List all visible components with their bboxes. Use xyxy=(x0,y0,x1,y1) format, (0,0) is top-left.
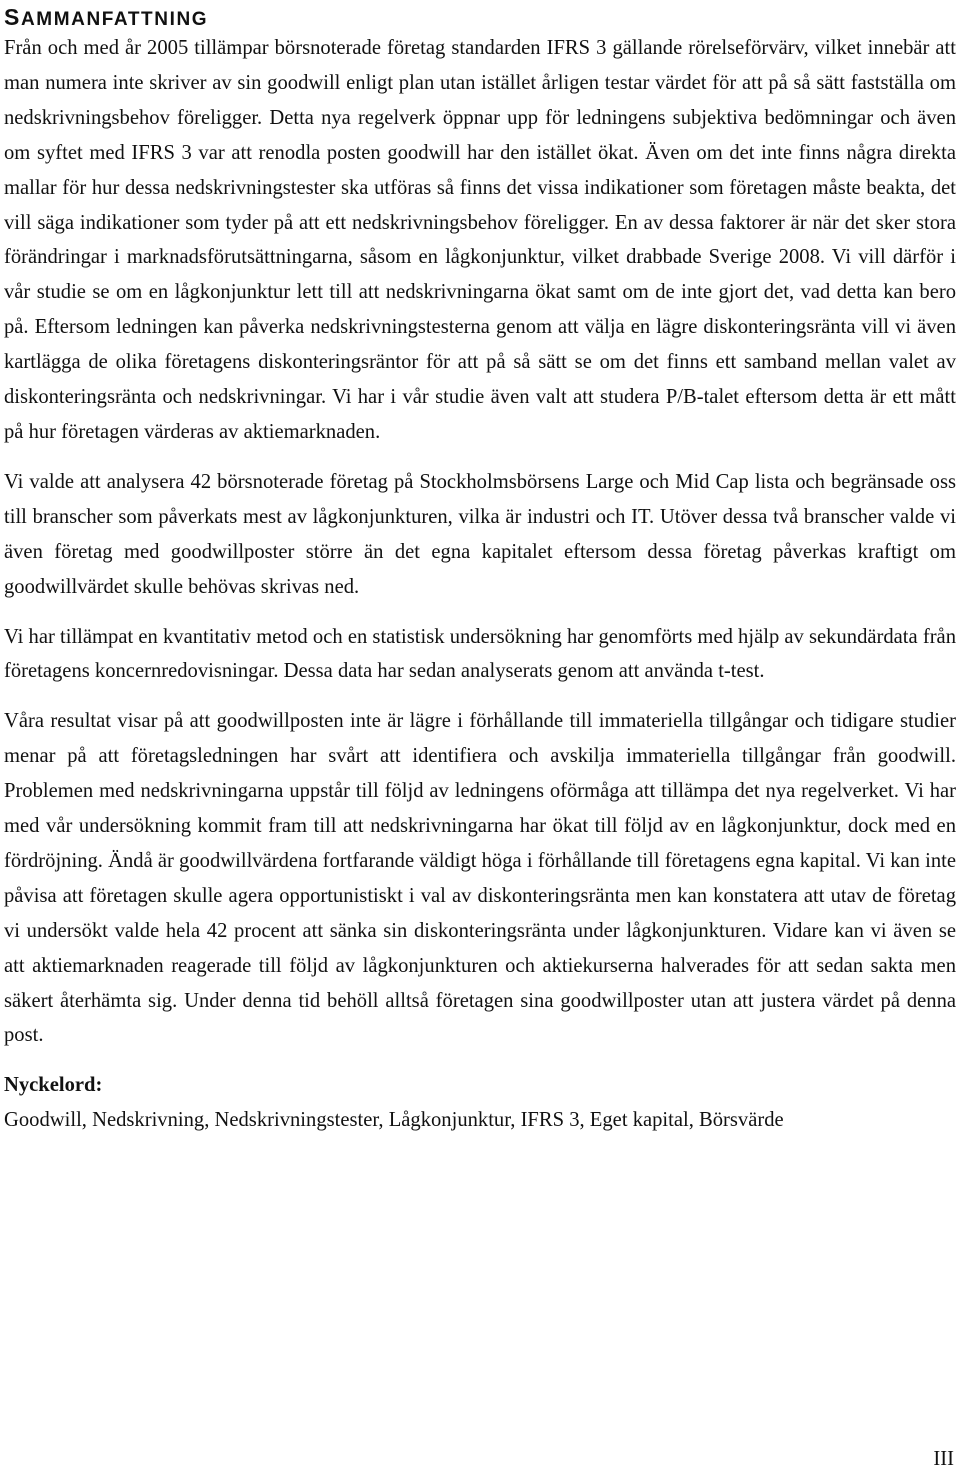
section-heading xyxy=(4,6,956,28)
keywords-list: Goodwill, Nedskrivning, Nedskrivningstester, Lågkonjunktur, IFRS 3, Eget kapital, Börsvärde xyxy=(4,1109,784,1132)
heading-rest: AMMANFATTNING xyxy=(20,9,209,30)
heading-initial: S xyxy=(4,4,21,30)
page-number: III xyxy=(933,1448,954,1470)
summary-paragraph-1: Från och med år 2005 tillämpar börsnoterade företag standarden IFRS 3 gällande rörelseförvärv, vilket innebär att man numera inte skriver av sin goodwill enligt plan utan istället årligen testar värdet för att på så sätt fastställa om nedskrivningsbehov föreligger. Detta nya regelverk öppnar upp för ledningens subjektiva bedömningar och även om syftet med IFRS 3 var att renodla posten goodwill har den istället ökat. Även om det inte finns några direkta mallar för hur dessa nedskrivningstester ska utföras så finns det vissa indikationer som företagen måste beakta, det vill säga indikationer som tyder på att ett nedskrivningsbehov föreligger. En av dessa faktorer är när det sker stora förändringar i marknadsförutsättningarna, såsom en lågkonjunktur, vilket drabbade Sverige 2008. Vi vill därför i vår studie se om en lågkonjunktur lett till att nedskrivningarna ökat samt om de inte gjort det, vad detta kan bero på. Eftersom ledningen kan påverka nedskrivningstesterna genom att välja en lägre diskonteringsränta vill vi även kartlägga de olika företagens diskonteringsräntor för att på så sätt se om det finns ett samband mellan valet av diskonteringsränta och nedskrivningar. Vi har i vår studie även valt att studera P/B-talet eftersom detta är ett mått på hur företagen värderas av aktiemarknaden. xyxy=(4,37,956,443)
summary-paragraph-3: Vi har tillämpat en kvantitativ metod och en statistisk undersökning har genomförts med hjälp av sekundärdata från företagens koncernredovisningar. Dessa data har sedan analyserats genom att använda t-test. xyxy=(4,625,956,683)
keywords-label: Nyckelord: xyxy=(4,1074,103,1097)
document-page xyxy=(4,0,956,1477)
summary-paragraph-4: Våra resultat visar på att goodwillposten inte är lägre i förhållande till immateriella tillgångar och tidigare studier menar på att företagsledningen har svårt att identifiera och avskilja immateriella tillgångar från goodwill. Problemen med nedskrivningarna uppstår till följd av ledningens oförmåga att tillämpa det nya regelverket. Vi har med vår undersökning kommit fram till att nedskrivningarna har ökat till följd av en lågkonjunktur, dock med en fördröjning. Ändå är goodwillvärdena fortfarande väldigt höga i förhållande till företagens egna kapital. Vi kan inte påvisa att företagen skulle agera opportunistiskt i val av diskonteringsränta men kan konstatera att utav de företag vi undersökt valde hela 42 procent att sänka sin diskonteringsränta under lågkonjunkturen. Vidare kan vi även se att aktiemarknaden reagerade till följd av lågkonjunkturen och aktiekurserna halverades för att sedan sakta men säkert återhämta sig. Under denna tid behöll alltså företagen sina goodwillposter utan att justera värdet på denna post. xyxy=(4,710,956,1047)
summary-paragraph-2: Vi valde att analysera 42 börsnoterade företag på Stockholmsbörsens Large och Mid Cap lista och begränsade oss till branscher som påverkats mest av lågkonjunkturen, vilka är industri och IT. Utöver dessa två branscher valde vi även företag med goodwillposter större än det egna kapitalet eftersom dessa företag påverkas kraftigt om goodwillvärdet skulle behövas skrivas ned. xyxy=(4,470,956,598)
